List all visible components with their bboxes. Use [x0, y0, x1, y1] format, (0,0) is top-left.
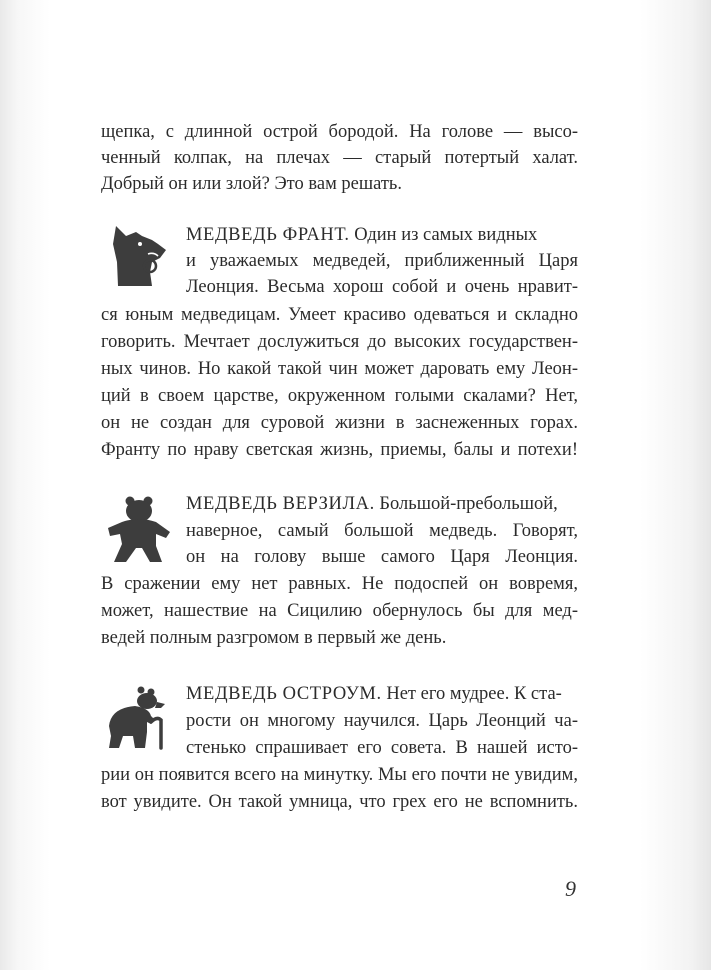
section-2-line-5: может, нашествие на Сицилию обернулось бы для мед-	[101, 601, 578, 621]
section-1-line-6: ных чинов. Но какой такой чин может даровать ему Леон-	[101, 359, 578, 379]
dandy-bear-head-icon	[104, 222, 170, 288]
section-3-line-3: стенько спрашивает его совета. В нашей исто-	[186, 738, 578, 758]
section-1-line-2: и уважаемых медведей, приближенный Царя	[186, 251, 578, 271]
section-2-first-line: МЕДВЕДЬ ВЕРЗИЛА. Большой-пребольшой,	[186, 494, 558, 514]
old-bear-with-cane-icon	[103, 686, 169, 752]
page-number: 9	[565, 876, 576, 901]
intro-line-3: Добрый он или злой? Это вам решать.	[101, 174, 402, 194]
character-name-verzila: МЕДВЕДЬ ВЕРЗИЛА.	[186, 494, 375, 514]
section-1-line-5: говорить. Мечтает дослужиться до высоких государствен-	[101, 332, 578, 352]
character-name-frant: МЕДВЕДЬ ФРАНТ.	[186, 225, 350, 245]
section-1-line-3: Леонция. Весьма хорош собой и очень нравит-	[186, 277, 578, 297]
section-2-line-4: В сражении ему нет равных. Не подоспей он вовремя,	[101, 574, 578, 594]
section-1-line-4: ся юным медведицам. Умеет красиво одеваться и складно	[101, 305, 578, 325]
section-1-line-7: ций в своем царстве, окруженном голыми скалами? Нет,	[101, 386, 578, 406]
section-3-line-5: вот увидите. Он такой умница, что грех его не вспомнить.	[101, 792, 578, 812]
intro-line-2: ченный колпак, на плечах — старый потертый халат.	[101, 148, 578, 168]
character-name-ostroum: МЕДВЕДЬ ОСТРОУМ.	[186, 684, 382, 704]
section-2-line-6: ведей полным разгромом в первый же день.	[101, 628, 447, 648]
section-3-line-2: рости он многому научился. Царь Леонций ча-	[186, 711, 578, 731]
section-2-line-3: он на голову выше самого Царя Леонция.	[186, 547, 578, 567]
section-1-line-9: Франту по нраву светская жизнь, приемы, балы и потехи!	[101, 440, 578, 460]
intro-line-1: щепка, с длинной острой бородой. На голове — высо-	[101, 122, 578, 142]
section-3-line-4: рии он появится всего на минутку. Мы его почти не увидим,	[101, 765, 578, 785]
section-2-line-2: наверное, самый большой медведь. Говорят,	[186, 521, 578, 541]
section-1-line-8: он не создан для суровой жизни в заснеженных горах.	[101, 413, 578, 433]
section-1-first-line: МЕДВЕДЬ ФРАНТ. Один из самых видных	[186, 225, 538, 245]
big-bear-icon	[106, 492, 172, 564]
section-3-first-line: МЕДВЕДЬ ОСТРОУМ. Нет его мудрее. К ста-	[186, 684, 562, 704]
